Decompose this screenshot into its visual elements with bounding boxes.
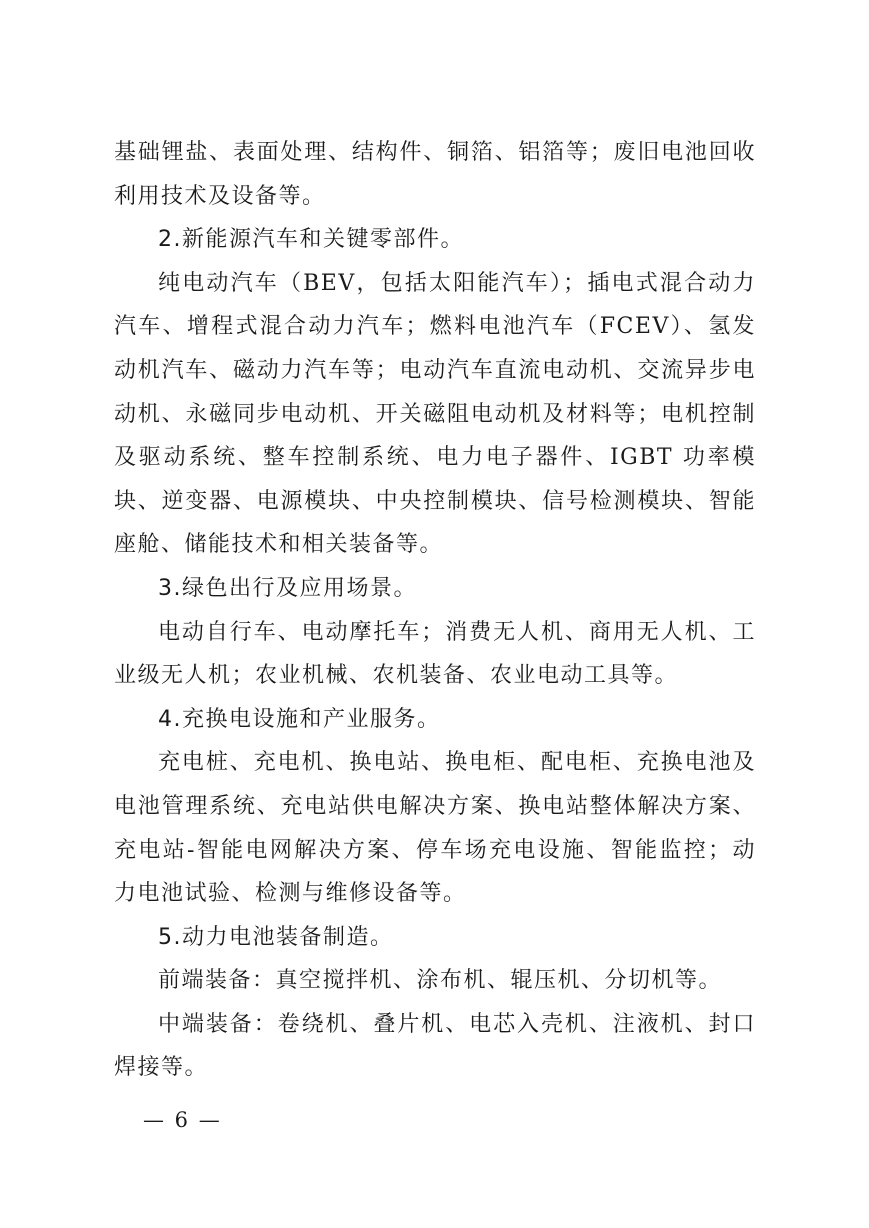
heading-nev-components — [114, 218, 756, 262]
paragraph-green-mobility — [114, 611, 756, 698]
heading-number: 3. — [158, 575, 182, 601]
paragraph-text: 基础锂盐、表面处理、结构件、铜箔、铝箔等；废旧电池回收利用技术及设备等。 — [114, 140, 756, 209]
paragraph-charging-facilities — [114, 741, 756, 915]
paragraph-front-end-equipment — [114, 959, 756, 1003]
heading-text: 充换电设施和产业服务。 — [182, 706, 441, 732]
heading-text: 动力电池装备制造。 — [182, 924, 394, 950]
paragraph-text: 电动自行车、电动摩托车；消费无人机、商用无人机、工业级无人机；农业机械、农机装备、农业电动工具等。 — [114, 619, 756, 689]
heading-number: 5. — [158, 924, 182, 950]
heading-number: 4. — [158, 706, 182, 732]
paragraph-text: 纯电动汽车（BEV，包括太阳能汽车）；插电式混合动力汽车、增程式混合动力汽车；燃料电池汽车（FCEV）、氢发动机汽车、磁动力汽车等；电动汽车直流电动机、交流异步电动机、永磁同步电动机、开关磁阻电动机及材料等；电机控制及驱动系统、整车控制系统、电力电子器件、IGBT 功率模块、逆变器、电源模块、中央控制模块、信号检测模块、智能座舱、储能技术和相关装备等。 — [114, 270, 756, 558]
paragraph-battery-materials-continued — [114, 131, 756, 218]
heading-text: 新能源汽车和关键零部件。 — [182, 227, 465, 253]
paragraph-nev-components — [114, 262, 756, 567]
paragraph-text: 充电桩、充电机、换电站、换电柜、配电柜、充换电池及电池管理系统、充电站供电解决方案、换电站整体解决方案、充电站-智能电网解决方案、停车场充电设施、智能监控；动力电池试验、检测与维修设备等。 — [114, 750, 756, 907]
heading-text: 绿色出行及应用场景。 — [182, 575, 418, 601]
heading-green-mobility — [114, 567, 756, 611]
heading-number: 2. — [158, 227, 182, 253]
paragraph-text: 中端装备：卷绕机、叠片机、电芯入壳机、注液机、封口焊接等。 — [114, 1011, 756, 1081]
paragraph-text: 前端装备：真空搅拌机、涂布机、辊压机、分切机等。 — [158, 968, 723, 994]
document-body — [114, 131, 756, 1090]
heading-battery-equipment — [114, 916, 756, 960]
heading-charging-facilities — [114, 698, 756, 742]
paragraph-mid-end-equipment — [114, 1003, 756, 1090]
page-number: — 6 — — [143, 1108, 222, 1132]
